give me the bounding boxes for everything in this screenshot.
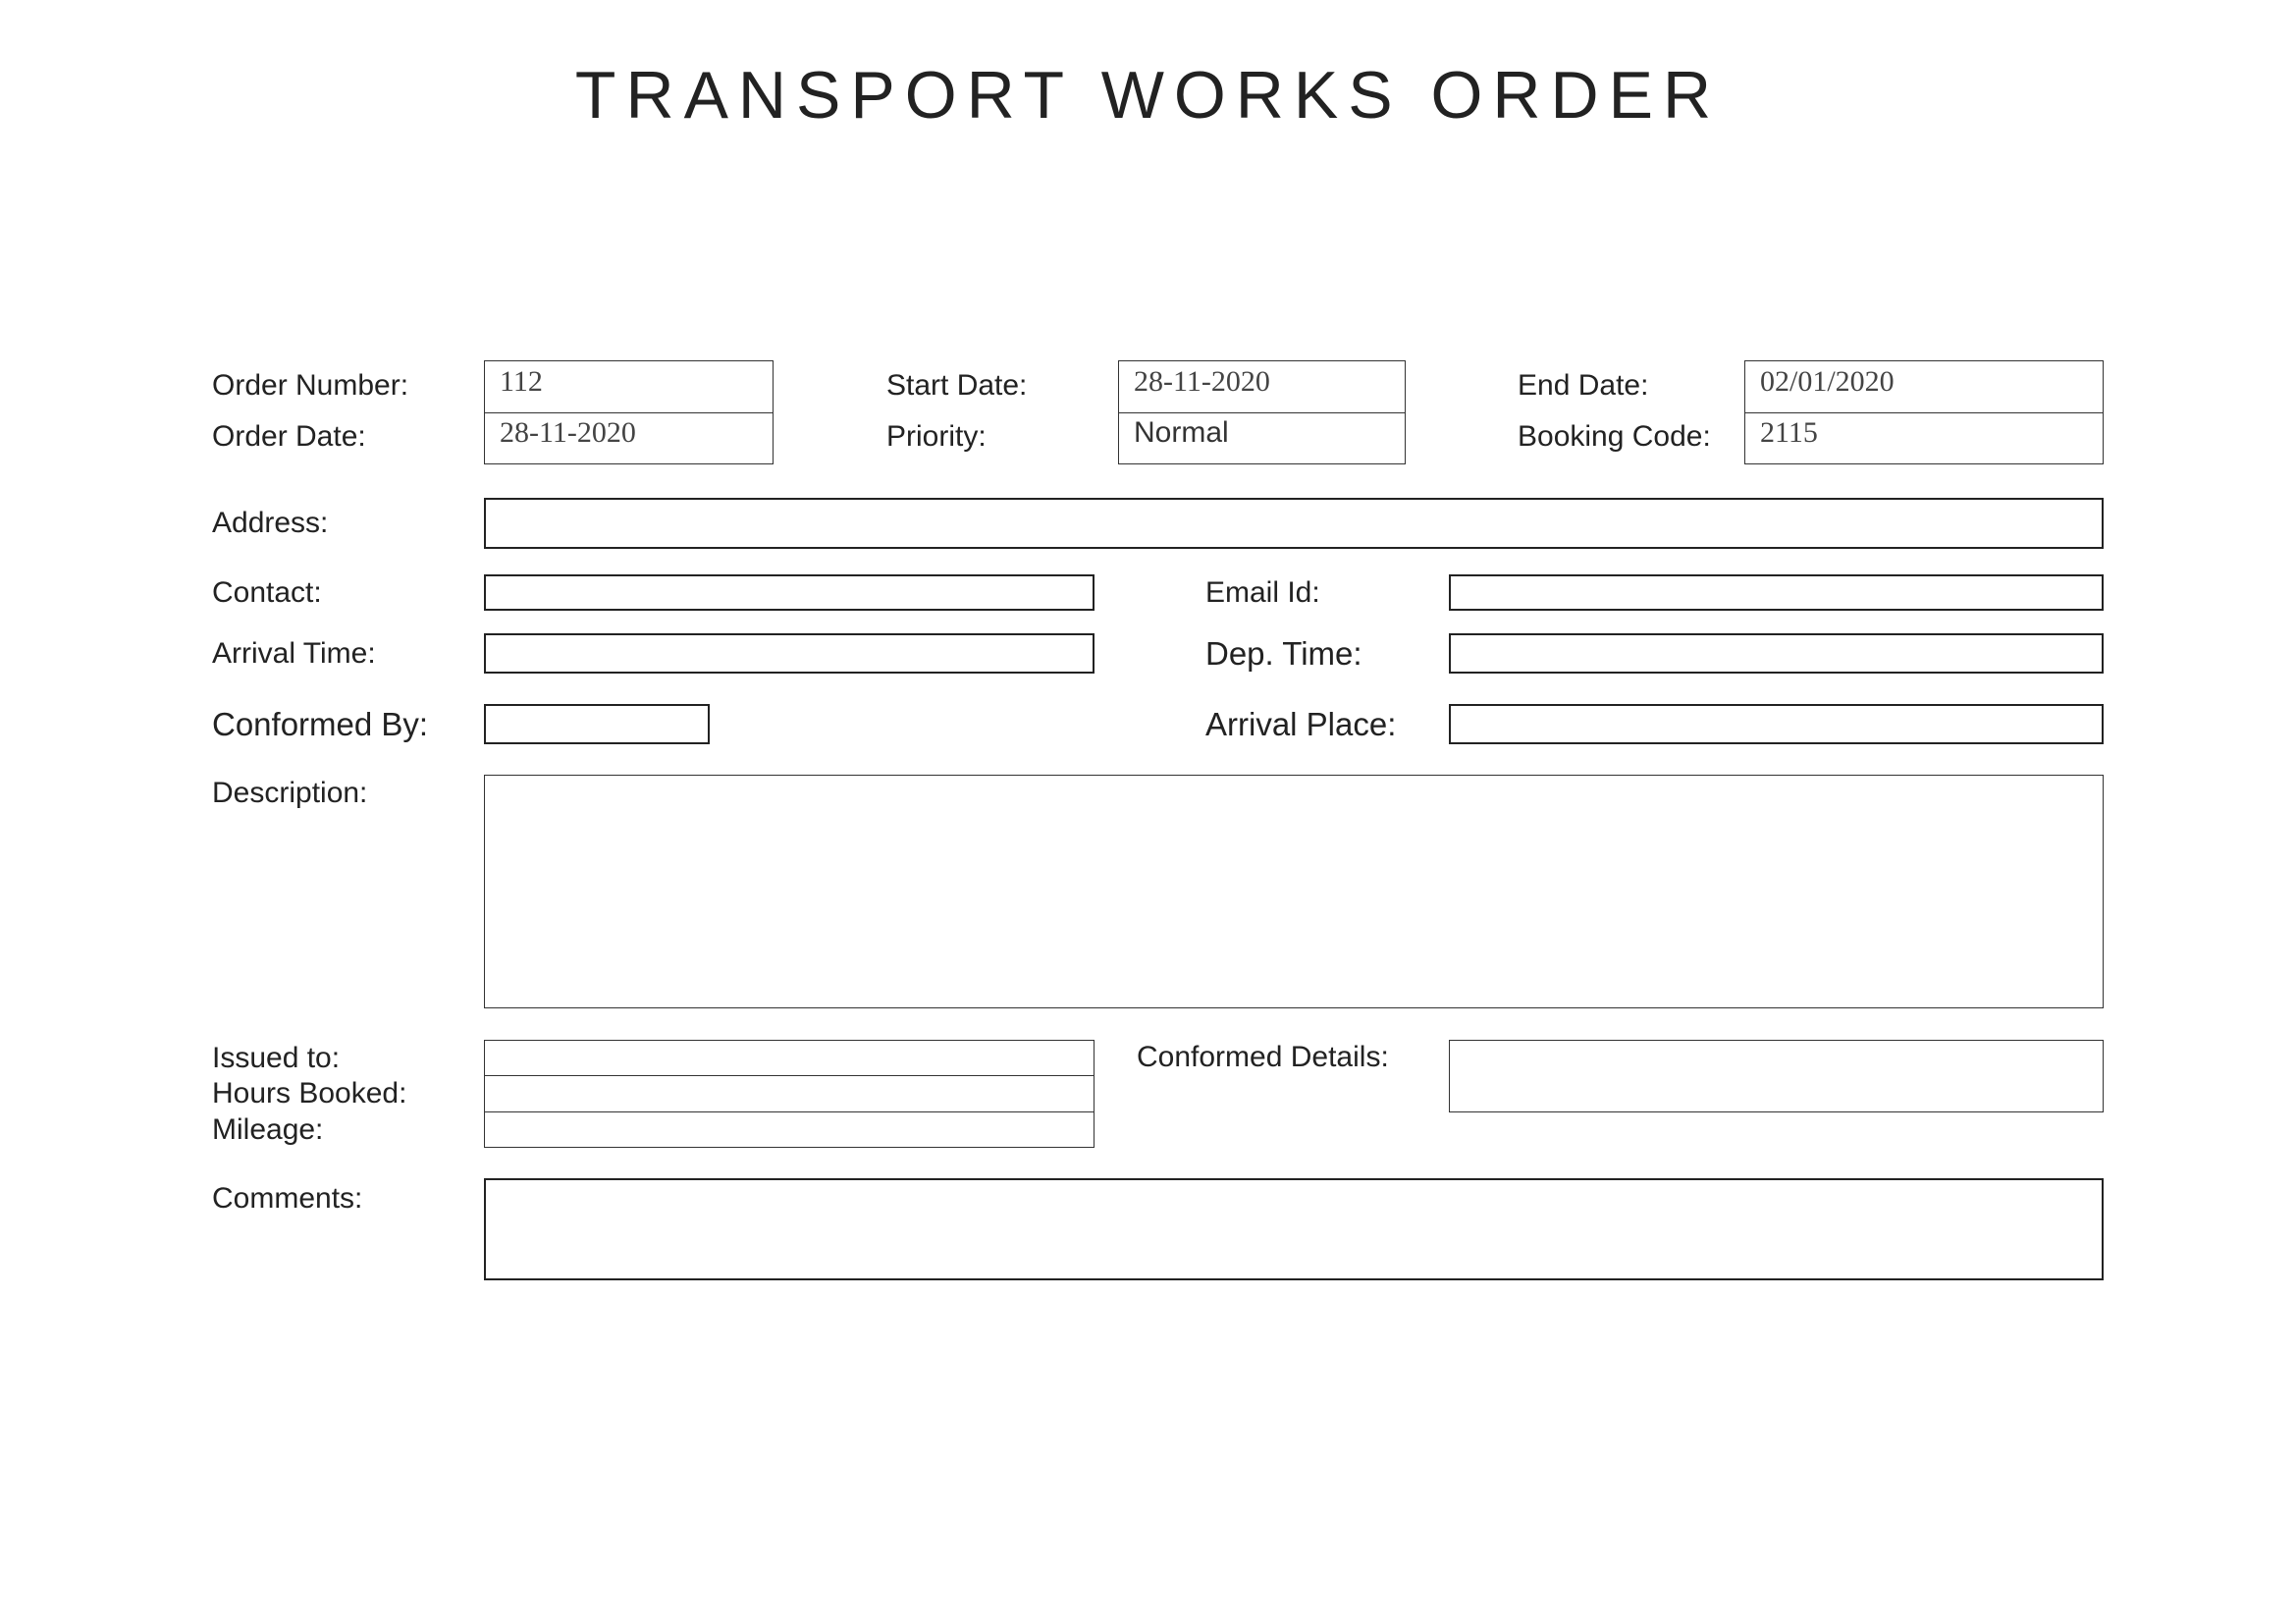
order-number-field[interactable]: 112: [500, 365, 543, 398]
divider: [484, 1075, 1095, 1076]
booking-code-field[interactable]: 2115: [1760, 416, 1818, 449]
divider: [1118, 412, 1406, 413]
priority-field[interactable]: Normal: [1134, 416, 1229, 449]
order-number-label: Order Number:: [212, 369, 409, 402]
booking-code-label: Booking Code:: [1518, 420, 1711, 453]
start-date-label: Start Date:: [886, 369, 1028, 402]
conformed-details-field[interactable]: [1449, 1040, 2104, 1112]
email-id-label: Email Id:: [1205, 576, 1320, 609]
hours-booked-label: Hours Booked:: [212, 1077, 407, 1110]
divider: [484, 412, 774, 413]
page-title: TRANSPORT WORKS ORDER: [574, 58, 1722, 133]
description-label: Description:: [212, 777, 368, 809]
email-id-field[interactable]: [1449, 574, 2104, 611]
address-field[interactable]: [484, 498, 2104, 549]
priority-label: Priority:: [886, 420, 987, 453]
end-date-field[interactable]: 02/01/2020: [1760, 365, 1895, 398]
comments-label: Comments:: [212, 1182, 363, 1215]
arrival-time-field[interactable]: [484, 633, 1095, 674]
end-date-label: End Date:: [1518, 369, 1649, 402]
contact-field[interactable]: [484, 574, 1095, 611]
start-date-field[interactable]: 28-11-2020: [1134, 365, 1270, 398]
arrival-time-label: Arrival Time:: [212, 637, 376, 670]
arrival-place-field[interactable]: [1449, 704, 2104, 744]
conformed-by-label: Conformed By:: [212, 706, 429, 742]
comments-field[interactable]: [484, 1178, 2104, 1280]
issued-hours-mileage-box: [484, 1040, 1095, 1148]
divider: [1744, 412, 2104, 413]
conformed-by-field[interactable]: [484, 704, 710, 744]
arrival-place-label: Arrival Place:: [1205, 706, 1397, 742]
dep-time-label: Dep. Time:: [1205, 635, 1362, 672]
order-date-field[interactable]: 28-11-2020: [500, 416, 636, 449]
contact-label: Contact:: [212, 576, 322, 609]
order-date-label: Order Date:: [212, 420, 366, 453]
mileage-label: Mileage:: [212, 1113, 324, 1146]
description-field[interactable]: [484, 775, 2104, 1008]
conformed-details-label: Conformed Details:: [1137, 1041, 1389, 1073]
dep-time-field[interactable]: [1449, 633, 2104, 674]
address-label: Address:: [212, 507, 329, 539]
divider: [484, 1111, 1095, 1112]
issued-to-label: Issued to:: [212, 1042, 341, 1074]
